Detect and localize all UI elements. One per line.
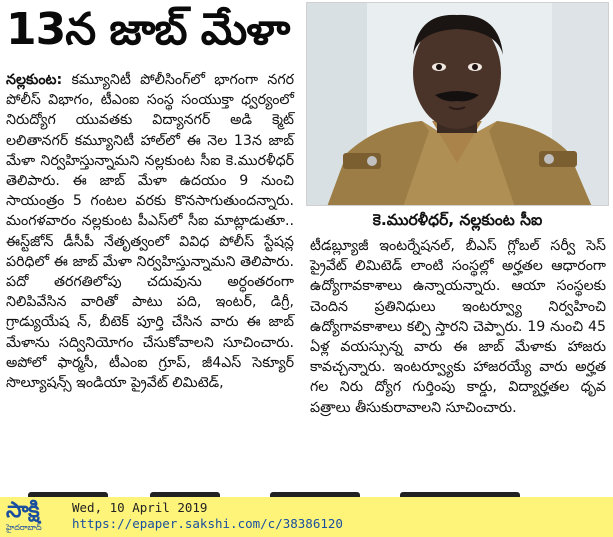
article-text-right: టీడబ్ల్యూజీ ఇంటర్నేషనల్, బీఎస్ గ్లోబల్ సర్వీ సెస్ ప్రైవేట్ లిమిటెడ్ లాంటి సంస్థల్లో అర్హతల ఆధారంగా ఉద్యోగావకాశాలు ఉన్నాయన్నారు. ఆయా సంస్థలకు చెందిన ప్రతినిధులు ఇంటర్వ్యూ నిర్వహించి ఉద్యోగావకాశాలు కల్పి స్తారని చెప్పారు. 19 నుంచి 45 ఏళ్ల వయస్సున్న వారు ఈ జాబ్ మేళాకు హాజరు కావచ్చన్నారు. ఇంటర్వ్యూకు హాజరయ్యే వారు అర్హత గల నిరు ద్యోగ గుర్తింపు కార్డు, విద్యార్హతల ధృవ పత్రాలు తీసుకురావాలని సూచించారు. (310, 238, 606, 416)
logo-subtext: హైదరాబాద్ (6, 523, 42, 532)
article-paragraph-left (6, 70, 294, 393)
article-column-right (310, 236, 606, 418)
epaper-link[interactable]: https://epaper.sakshi.com/c/38386120 (72, 516, 343, 531)
photo-caption: కె.మురళీధర్, నల్లకుంట సీఐ (372, 211, 543, 229)
portrait-photo (306, 2, 609, 206)
article-text-left: కమ్యూనిటీ పోలీసింగ్‌లో భాగంగా నగర పోలీస్ విభాగం, టీఎంఐ సంస్థ సంయుక్తా ధ్వర్యంలో నిరుద్యోగ యువతకు విద్యానగర్ అడి క్మెట్ లలితానగర్ కమ్యూనిటీ హాల్‌లో ఈ నెల 13న జాబ్ మేళా నిర్వహిస్తున్నామని నల్లకుంట సీఐ కె.మురళీధర్ తెలిపారు. ఈ జాబ్ మేళా ఉదయం 9 నుంచి సాయంత్రం 5 గంటల వరకు కొనసాగుతుందన్నారు. మంగళవారం నల్లకుంట పీఎస్‌లో సీఐ మాట్లాడుతూ.. ఈస్ట్‌జోన్ డీసీపీ నేతృత్వంలో వివిధ పోలీస్ స్టేషన్ల పరిధిలో ఈ జాబ్ మేళా నిర్వహిస్తున్నామని తెలిపారు. పదో తరగతిలోపు చదువును అర్ధంతరంగా నిలిపివేసిన వారితో పాటు పది, ఇంటర్, డిగ్రీ, గ్రాడ్యుయేష న్, బీటెక్ పూర్తి చేసిన వారు ఈ జాబ్ మేళాను సద్వినియోగం చేసుకోవాలని సూచించారు. అపోలో ఫార్మసీ, టీఎంఐ గ్రూప్, జీ4ఎస్ సెక్యూర్ సొల్యూషన్స్ ఇండియా ప్రైవేట్ లిమిటెడ్, (6, 72, 294, 392)
logo-text: సాక్షి (6, 498, 40, 523)
article-column-left (6, 70, 294, 393)
portrait-illustration (307, 3, 609, 206)
dateline: నల్లకుంట: (6, 72, 63, 88)
publication-date: Wed, 10 April 2019 (72, 500, 208, 515)
epaper-footer (0, 497, 613, 537)
footer-meta (72, 500, 343, 532)
sakshi-logo (6, 500, 62, 534)
headline: 13న జాబ్ మేళా (6, 4, 290, 55)
